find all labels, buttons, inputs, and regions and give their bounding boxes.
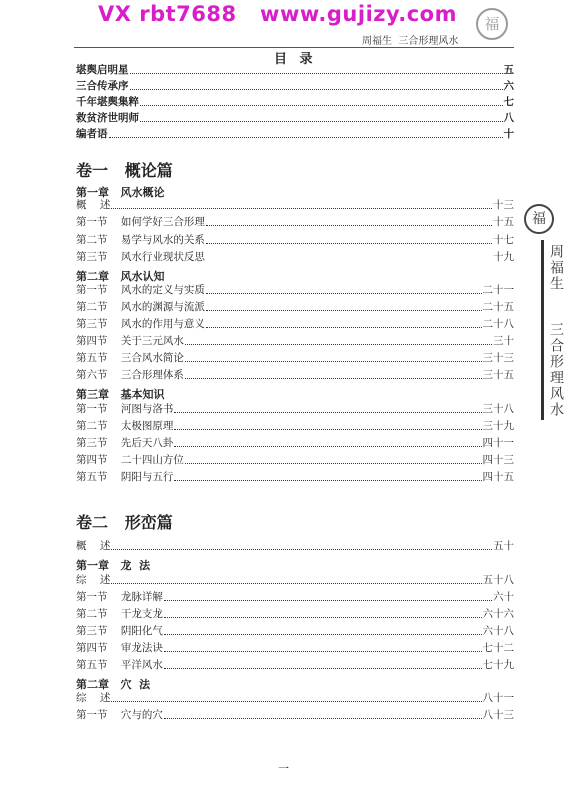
toc-entry[interactable]	[76, 452, 514, 467]
header-subtitle: 周福生 三合形理风水	[362, 36, 459, 47]
entry-page: 八	[503, 112, 514, 124]
leader-dots	[206, 327, 482, 328]
leader-dots	[130, 73, 503, 74]
chapter-title: 第二章 风水认知	[76, 270, 165, 283]
entry-page: 七	[503, 96, 514, 108]
seal-icon: 福	[476, 8, 508, 40]
entry-label: 综 述	[76, 574, 111, 586]
side-book-title: 三合形理风水	[548, 322, 564, 418]
chapter-title: 第三章 基本知识	[76, 388, 165, 401]
leader-dots	[185, 344, 492, 345]
toc-entry[interactable]	[76, 299, 514, 314]
leader-dots	[206, 310, 482, 311]
entry-label: 第五节 阴阳与五行	[76, 471, 174, 483]
side-seal-icon: 福	[524, 204, 554, 234]
entry-page: 四十三	[482, 454, 514, 466]
leader-dots	[206, 225, 492, 226]
toc-entry[interactable]	[76, 401, 514, 416]
leader-dots	[206, 293, 482, 294]
entry-page: 二十一	[482, 284, 514, 296]
chapter-title: 第一章 风水概论	[76, 186, 165, 199]
entry-label: 第四节 关于三元风水	[76, 335, 184, 347]
side-author: 周福生	[548, 244, 564, 292]
entry-page: 六十	[493, 591, 514, 603]
leader-dots	[164, 651, 482, 652]
toc-entry[interactable]	[76, 126, 514, 141]
entry-label: 第一节 穴与的穴	[76, 709, 163, 721]
entry-label: 概 述	[76, 540, 111, 552]
leader-dots	[164, 634, 482, 635]
entry-label: 概 述	[76, 199, 111, 211]
entry-label: 第一节 河图与洛书	[76, 403, 174, 415]
entry-page: 三十九	[482, 420, 514, 432]
toc-entry[interactable]	[76, 538, 514, 553]
entry-label: 第五节 平洋风水	[76, 659, 163, 671]
entry-page: 二十五	[482, 301, 514, 313]
leader-dots	[164, 600, 492, 601]
entry-page: 七十二	[482, 642, 514, 654]
leader-dots	[174, 412, 481, 413]
entry-label: 第三节 风水行业现状反思	[76, 251, 205, 263]
entry-label: 第一节 龙脉详解	[76, 591, 163, 603]
leader-dots	[206, 243, 492, 244]
entry-label: 三合传承序	[76, 80, 129, 92]
entry-page: 七十九	[482, 659, 514, 671]
toc-title: 目 录	[274, 52, 317, 67]
leader-dots	[164, 718, 482, 719]
volume-title: 卷二 形峦篇	[76, 513, 173, 532]
entry-label: 第三节 先后天八卦	[76, 437, 174, 449]
toc-entry[interactable]	[76, 606, 514, 621]
side-rule	[541, 240, 544, 420]
toc-entry[interactable]	[76, 589, 514, 604]
toc-entry[interactable]	[76, 469, 514, 484]
entry-label: 救贫济世明师	[76, 112, 139, 124]
leader-dots	[130, 89, 503, 90]
entry-page: 十	[503, 128, 514, 140]
entry-page: 二十八	[482, 318, 514, 330]
toc-entry[interactable]	[76, 94, 514, 109]
entry-page: 四十五	[482, 471, 514, 483]
entry-page: 五	[503, 64, 514, 76]
leader-dots	[185, 361, 482, 362]
leader-dots	[174, 480, 481, 481]
entry-page: 四十一	[482, 437, 514, 449]
toc-entry[interactable]	[76, 282, 514, 297]
toc-entry[interactable]	[76, 623, 514, 638]
entry-label: 第二节 太极图原理	[76, 420, 174, 432]
leader-dots	[164, 617, 482, 618]
leader-dots	[140, 105, 503, 106]
entry-page: 六	[503, 80, 514, 92]
toc-entry[interactable]	[76, 367, 514, 382]
toc-entry[interactable]	[76, 333, 514, 348]
entry-label: 千年堪舆集粹	[76, 96, 139, 108]
toc-entry[interactable]	[76, 350, 514, 365]
leader-dots	[111, 208, 492, 209]
toc-entry[interactable]	[76, 232, 514, 247]
toc-entry[interactable]	[76, 690, 514, 705]
toc-entry[interactable]	[76, 657, 514, 672]
entry-page: 五十八	[482, 574, 514, 586]
entry-label: 第二节 干龙支龙	[76, 608, 163, 620]
entry-label: 第三节 风水的作用与意义	[76, 318, 205, 330]
toc-entry[interactable]	[76, 62, 514, 77]
entry-page: 三十八	[482, 403, 514, 415]
entry-page: 十五	[493, 216, 514, 228]
leader-dots	[111, 701, 481, 702]
leader-dots	[109, 137, 503, 138]
toc-entry[interactable]	[76, 435, 514, 450]
entry-label: 第四节 审龙法诀	[76, 642, 163, 654]
entry-label: 第二节 风水的渊源与流派	[76, 301, 205, 313]
entry-label: 综 述	[76, 692, 111, 704]
entry-label: 第五节 三合风水简论	[76, 352, 184, 364]
entry-page: 十七	[493, 234, 514, 246]
toc-entry[interactable]	[76, 78, 514, 93]
entry-page: 六十八	[482, 625, 514, 637]
entry-label: 堪舆启明星	[76, 64, 129, 76]
entry-page: 三十三	[482, 352, 514, 364]
leader-dots	[185, 378, 482, 379]
leader-dots	[140, 121, 503, 122]
leader-dots	[174, 429, 481, 430]
leader-dots	[111, 549, 492, 550]
toc-entry[interactable]	[76, 214, 514, 229]
page-number: 一	[278, 762, 289, 775]
entry-label: 第二节 易学与风水的关系	[76, 234, 205, 246]
entry-page: 六十六	[482, 608, 514, 620]
volume-title: 卷一 概论篇	[76, 161, 173, 180]
entry-page: 十三	[493, 199, 514, 211]
toc-entry[interactable]	[76, 316, 514, 331]
entry-page: 十九	[493, 251, 514, 263]
toc-entry[interactable]	[76, 572, 514, 587]
toc-entry[interactable]	[76, 197, 514, 212]
toc-entry[interactable]	[76, 249, 514, 264]
leader-dots	[164, 668, 482, 669]
entry-label: 第一节 风水的定义与实质	[76, 284, 205, 296]
entry-label: 第三节 阴阳化气	[76, 625, 163, 637]
watermark: VX rbt7688 www.gujizy.com	[98, 2, 457, 26]
entry-label: 第一节 如何学好三合形理	[76, 216, 205, 228]
leader-dots	[174, 446, 481, 447]
entry-page: 八十一	[482, 692, 514, 704]
leader-dots	[111, 583, 481, 584]
leader-dots	[185, 463, 482, 464]
toc-entry[interactable]	[76, 640, 514, 655]
chapter-title: 第一章 龙 法	[76, 559, 151, 572]
chapter-title: 第二章 穴 法	[76, 678, 151, 691]
entry-page: 三十五	[482, 369, 514, 381]
entry-page: 三十	[493, 335, 514, 347]
entry-label: 第四节 二十四山方位	[76, 454, 184, 466]
entry-label: 第六节 三合形理体系	[76, 369, 184, 381]
entry-label: 编者语	[76, 128, 108, 140]
entry-page: 八十三	[482, 709, 514, 721]
entry-page: 五十	[493, 540, 514, 552]
toc-entry[interactable]	[76, 707, 514, 722]
toc-entry[interactable]	[76, 110, 514, 125]
toc-entry[interactable]	[76, 418, 514, 433]
